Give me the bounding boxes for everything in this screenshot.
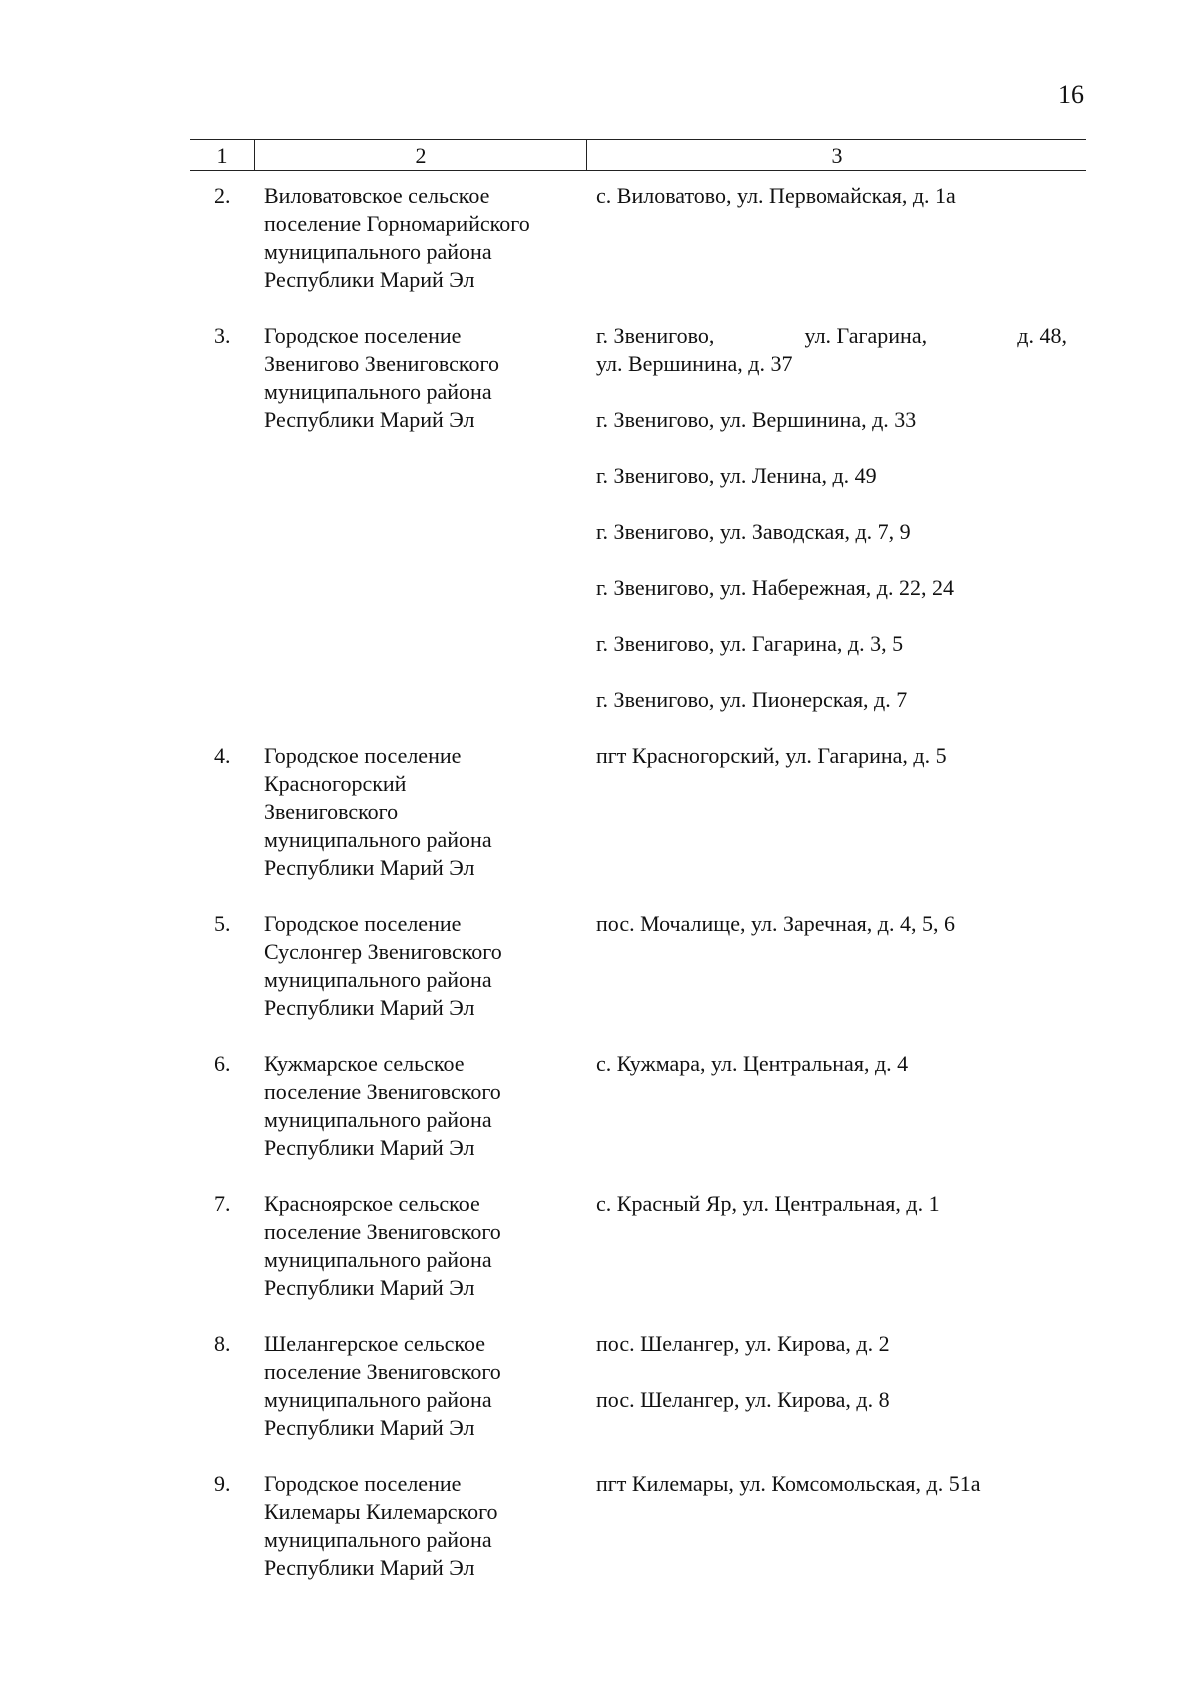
name-line: Республики Марий Эл xyxy=(264,407,475,432)
address: с. Виловатово, ул. Первомайская, д. 1а xyxy=(596,183,956,208)
name-line: Кужмарское сельское xyxy=(264,1051,465,1076)
name-line: Звенигово Звениговского xyxy=(264,351,499,376)
row-number: 2. xyxy=(214,183,231,208)
row-number: 9. xyxy=(214,1471,231,1496)
address-list xyxy=(596,1050,1086,1078)
name-line: Красноярское сельское xyxy=(264,1191,480,1216)
address: г. Звенигово, ул. Пионерская, д. 7 xyxy=(596,687,908,712)
name-line: Звениговского xyxy=(264,799,399,824)
row-number: 6. xyxy=(214,1051,231,1076)
settlement-name xyxy=(262,1470,596,1582)
table-row xyxy=(190,182,1086,294)
address: г. Звенигово, ул. Набережная, д. 22, 24 xyxy=(596,575,954,600)
settlement-name xyxy=(262,1190,596,1302)
name-line: Республики Марий Эл xyxy=(264,267,475,292)
name-line: Республики Марий Эл xyxy=(264,1415,475,1440)
address-list xyxy=(596,910,1086,938)
address-continuation: ул. Вершинина, д. 37 xyxy=(596,351,793,376)
name-line: поселение Горномарийского xyxy=(264,211,530,236)
name-line: поселение Звениговского xyxy=(264,1359,501,1384)
header-col-2: 2 xyxy=(254,140,587,170)
name-line: муниципального района xyxy=(264,1387,492,1412)
name-line: Красногорский xyxy=(264,771,407,796)
name-line: муниципального района xyxy=(264,827,492,852)
address-list xyxy=(596,1470,1086,1498)
name-line: муниципального района xyxy=(264,1247,492,1272)
name-line: Городское поселение xyxy=(264,1471,462,1496)
table-row xyxy=(190,1330,1086,1442)
name-line: Городское поселение xyxy=(264,743,462,768)
name-line: Килемары Килемарского xyxy=(264,1499,498,1524)
address: г. Звенигово, ул. Гагарина, д. 3, 5 xyxy=(596,631,904,656)
address-list xyxy=(596,1190,1086,1218)
settlement-name xyxy=(262,1050,596,1162)
table-header xyxy=(190,139,1086,171)
settlement-name xyxy=(262,1330,596,1442)
name-line: Суслонгер Звениговского xyxy=(264,939,502,964)
name-line: муниципального района xyxy=(264,1527,492,1552)
address-part: д. 48, xyxy=(1017,323,1067,348)
header-col-1: 1 xyxy=(216,143,228,168)
row-number: 7. xyxy=(214,1191,231,1216)
name-line: поселение Звениговского xyxy=(264,1079,501,1104)
name-line: поселение Звениговского xyxy=(264,1219,501,1244)
name-line: Виловатовское сельское xyxy=(264,183,490,208)
table-row xyxy=(190,910,1086,1022)
name-line: Республики Марий Эл xyxy=(264,1555,475,1580)
table-row xyxy=(190,742,1086,882)
address: г. Звенигово, ул. Ленина, д. 49 xyxy=(596,463,877,488)
address-part: г. Звенигово, xyxy=(596,323,715,348)
address-part: ул. Гагарина, xyxy=(804,323,928,348)
address: с. Кужмара, ул. Центральная, д. 4 xyxy=(596,1051,909,1076)
name-line: Республики Марий Эл xyxy=(264,995,475,1020)
address: пос. Шелангер, ул. Кирова, д. 8 xyxy=(596,1387,890,1412)
address-list xyxy=(596,742,1086,770)
page-number: 16 xyxy=(1058,80,1084,109)
name-line: Республики Марий Эл xyxy=(264,1135,475,1160)
table-row xyxy=(190,322,1086,714)
table-body xyxy=(190,182,1086,1582)
name-line: Республики Марий Эл xyxy=(264,1275,475,1300)
header-col-3: 3 xyxy=(586,140,1087,170)
address: с. Красный Яр, ул. Центральная, д. 1 xyxy=(596,1191,940,1216)
address: пгт Красногорский, ул. Гагарина, д. 5 xyxy=(596,743,947,768)
address: пгт Килемары, ул. Комсомольская, д. 51а xyxy=(596,1471,981,1496)
table-row xyxy=(190,1190,1086,1302)
settlement-name xyxy=(262,742,596,882)
settlement-name xyxy=(262,910,596,1022)
row-number: 8. xyxy=(214,1331,231,1356)
settlement-name xyxy=(262,322,596,434)
address: г. Звенигово, ул. Заводская, д. 7, 9 xyxy=(596,519,911,544)
address-list xyxy=(596,322,1086,714)
address-list xyxy=(596,182,1086,210)
table-row xyxy=(190,1470,1086,1582)
table-row xyxy=(190,1050,1086,1162)
name-line: муниципального района xyxy=(264,1107,492,1132)
address: г. Звенигово, ул. Вершинина, д. 33 xyxy=(596,407,917,432)
row-number: 5. xyxy=(214,911,231,936)
address: пос. Шелангер, ул. Кирова, д. 2 xyxy=(596,1331,890,1356)
address-justified-line xyxy=(596,322,1067,350)
name-line: муниципального района xyxy=(264,379,492,404)
name-line: муниципального района xyxy=(264,239,492,264)
settlement-name xyxy=(262,182,596,294)
name-line: Республики Марий Эл xyxy=(264,855,475,880)
address-list xyxy=(596,1330,1086,1414)
name-line: Городское поселение xyxy=(264,911,462,936)
address-multiline xyxy=(596,322,1086,378)
row-number: 3. xyxy=(214,323,231,348)
name-line: муниципального района xyxy=(264,967,492,992)
name-line: Шелангерское сельское xyxy=(264,1331,486,1356)
address: пос. Мочалище, ул. Заречная, д. 4, 5, 6 xyxy=(596,911,955,936)
name-line: Городское поселение xyxy=(264,323,462,348)
row-number: 4. xyxy=(214,743,231,768)
